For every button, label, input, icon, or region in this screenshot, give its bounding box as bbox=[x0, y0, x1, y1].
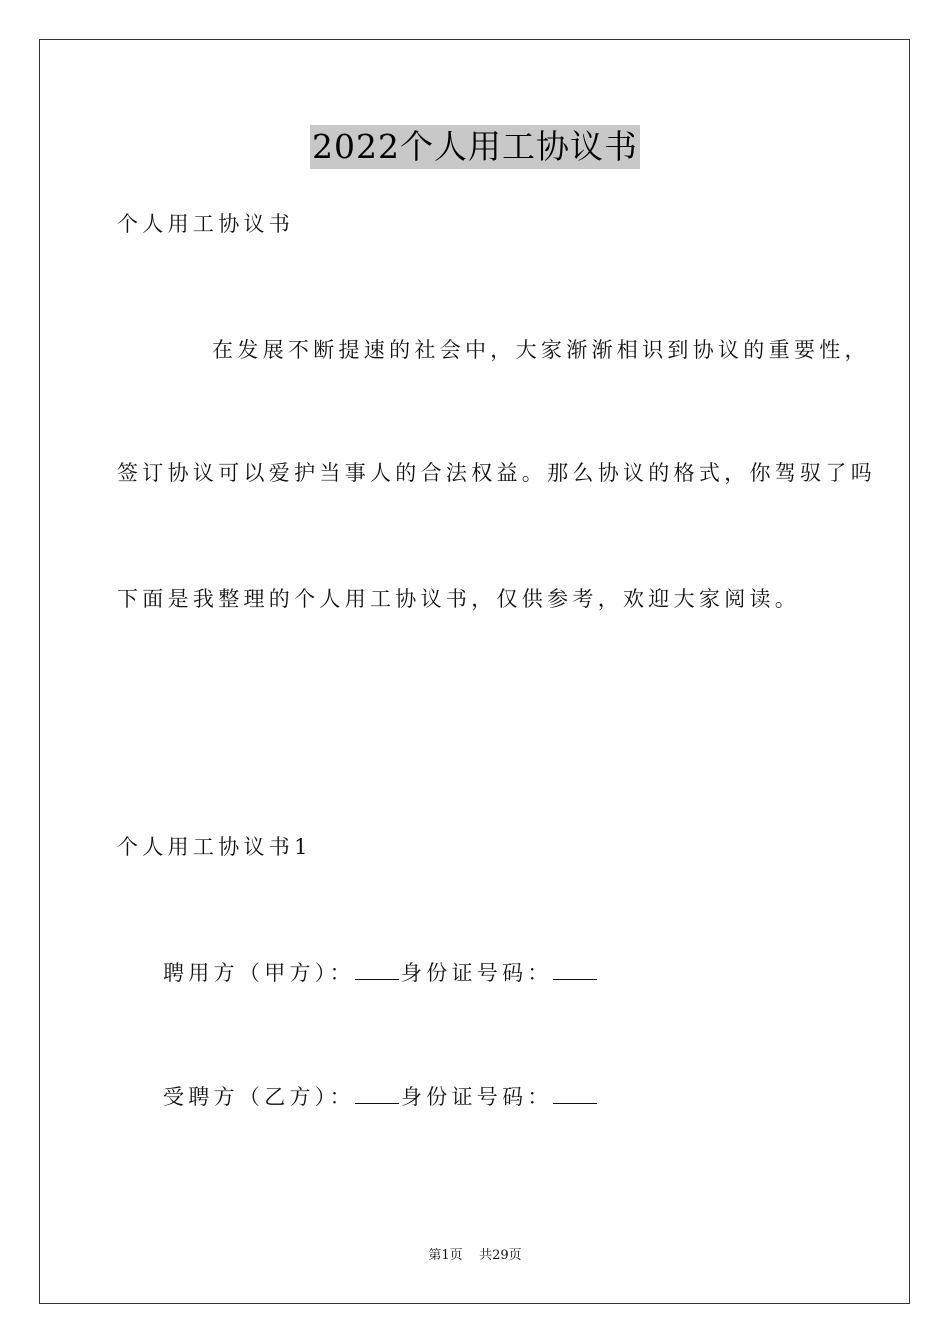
document-title: 2022个人用工协议书 bbox=[310, 125, 640, 169]
title-container bbox=[0, 125, 950, 169]
document-subtitle: 个人用工协议书 bbox=[117, 212, 295, 236]
footer-page-number: 第1页 bbox=[428, 1248, 463, 1263]
intro-paragraph-line-1: 在发展不断提速的社会中，大家渐渐相识到协议的重要性， bbox=[212, 338, 870, 362]
party-b-name-blank bbox=[355, 1081, 399, 1104]
party-b-id-label: 身份证号码： bbox=[400, 1085, 553, 1109]
party-a-name-blank bbox=[355, 957, 399, 980]
section-heading: 个人用工协议书1 bbox=[117, 835, 312, 859]
party-a-label: 聘用方（甲方）： bbox=[163, 961, 355, 985]
party-a-id-label: 身份证号码： bbox=[400, 961, 553, 985]
intro-paragraph-line-2: 签订协议可以爱护当事人的合法权益。那么协议的格式，你驾驭了吗 bbox=[117, 461, 876, 485]
party-b-line bbox=[163, 1081, 599, 1112]
page-footer bbox=[0, 1247, 950, 1265]
footer-total-pages: 共29页 bbox=[479, 1248, 522, 1263]
party-b-id-blank bbox=[553, 1081, 597, 1104]
party-a-id-blank bbox=[553, 957, 597, 980]
intro-paragraph-line-3: 下面是我整理的个人用工协议书，仅供参考，欢迎大家阅读。 bbox=[117, 587, 801, 611]
party-b-label: 受聘方（乙方）： bbox=[163, 1085, 355, 1109]
party-a-line bbox=[163, 957, 599, 988]
